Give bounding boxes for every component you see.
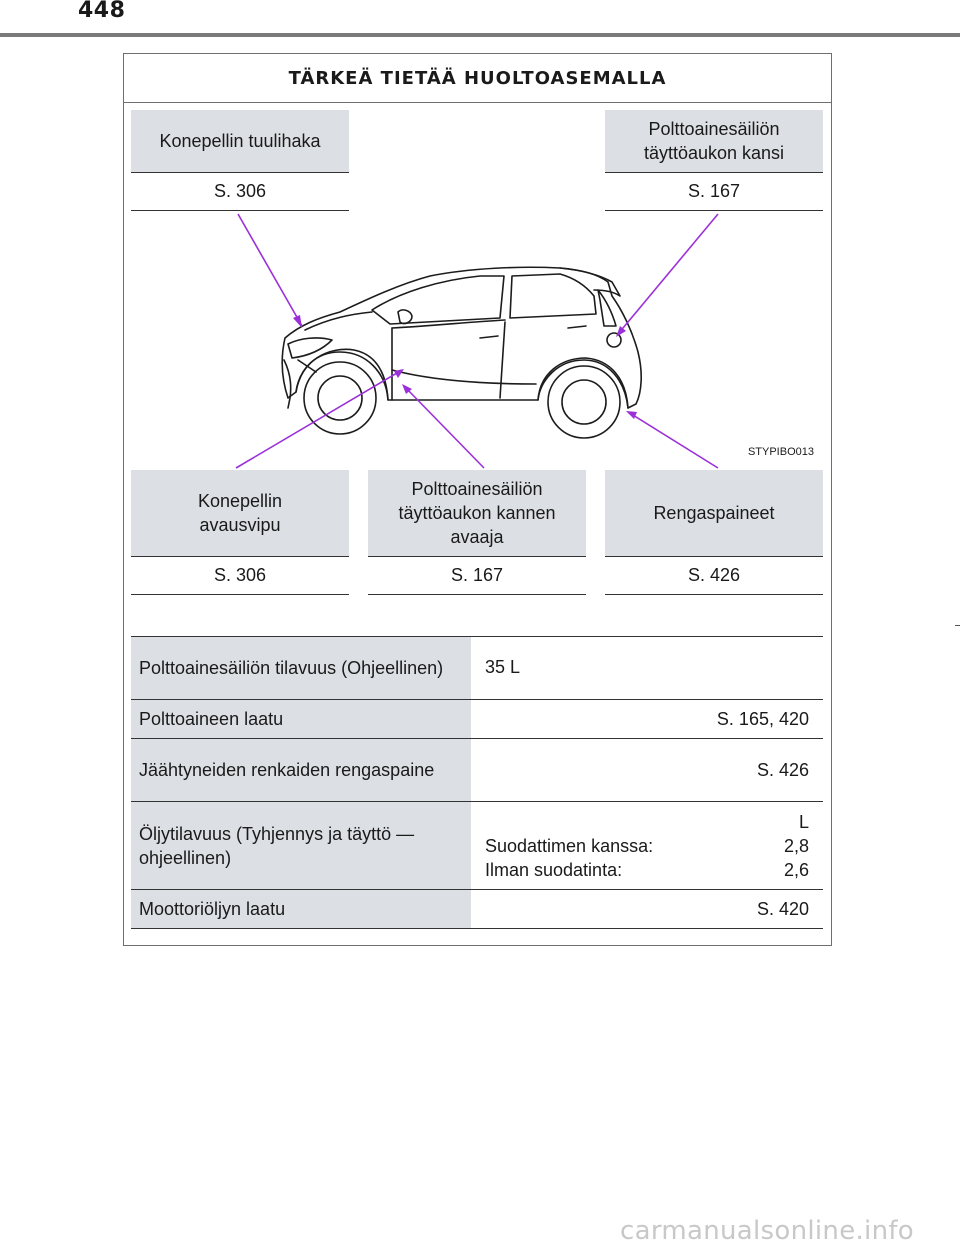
page-number: 448: [78, 0, 126, 23]
callout-tire-pressure: [605, 470, 823, 595]
spec-label: Moottoriöljyn laatu: [131, 890, 471, 928]
callout-label: Polttoainesäiliön täyttöaukon kansi: [605, 110, 823, 172]
page-reference-link[interactable]: S. 167: [605, 172, 823, 211]
with-filter-line: [485, 834, 809, 858]
table-row: [131, 700, 823, 739]
table-row: [131, 739, 823, 802]
watermark: carmanualsonline.info: [620, 1216, 915, 1246]
spec-label: Jäähtyneiden renkaiden rengaspaine: [131, 739, 471, 801]
without-filter-value: 2,6: [783, 859, 809, 880]
callout-label: Konepellin tuulihaka: [131, 110, 349, 172]
unit-label: L: [798, 811, 809, 832]
without-filter-label: Ilman suodatinta:: [485, 859, 623, 880]
page-reference-link[interactable]: S. 426: [756, 760, 809, 780]
page-reference-link[interactable]: S. 426: [605, 556, 823, 595]
spec-label: Polttoainesäiliön tilavuus (Ohjeellinen): [131, 637, 471, 699]
spec-label: Polttoaineen laatu: [131, 700, 471, 738]
page-reference-link[interactable]: S. 167: [368, 556, 586, 595]
callout-fuel-door-opener: [368, 470, 586, 595]
with-filter-label: Suodattimen kanssa:: [485, 835, 654, 856]
header-rule: [0, 33, 960, 37]
table-row: [131, 802, 823, 890]
page-reference-link[interactable]: S. 306: [131, 172, 349, 211]
table-row: [131, 890, 823, 929]
page-reference-link[interactable]: S. 306: [131, 556, 349, 595]
spec-label: Öljytilavuus (Tyhjennys ja täyttö — ohjeellinen): [131, 802, 471, 889]
callout-fuel-door: [605, 110, 823, 211]
spec-value: 35 L: [485, 657, 521, 677]
callout-hood-support: [131, 110, 349, 211]
page-reference-link[interactable]: S. 165, 420: [716, 709, 809, 729]
panel-title: TÄRKEÄ TIETÄÄ HUOLTOASEMALLA: [124, 54, 831, 103]
spec-table: [131, 636, 823, 929]
with-filter-value: 2,8: [783, 835, 809, 856]
callout-label: Konepellin avausvipu: [131, 470, 349, 556]
table-row: [131, 637, 823, 700]
callout-hood-lever: [131, 470, 349, 595]
image-code: STYPIBO013: [747, 446, 814, 458]
callout-label: Rengaspaineet: [605, 470, 823, 556]
page-reference-link[interactable]: S. 420: [756, 899, 809, 919]
oil-capacity-values: [485, 810, 809, 882]
margin-mark: [955, 625, 960, 626]
spec-value: [471, 802, 823, 889]
callout-label: Polttoainesäiliön täyttöaukon kannen avaaja: [368, 470, 586, 556]
without-filter-line: [485, 858, 809, 882]
